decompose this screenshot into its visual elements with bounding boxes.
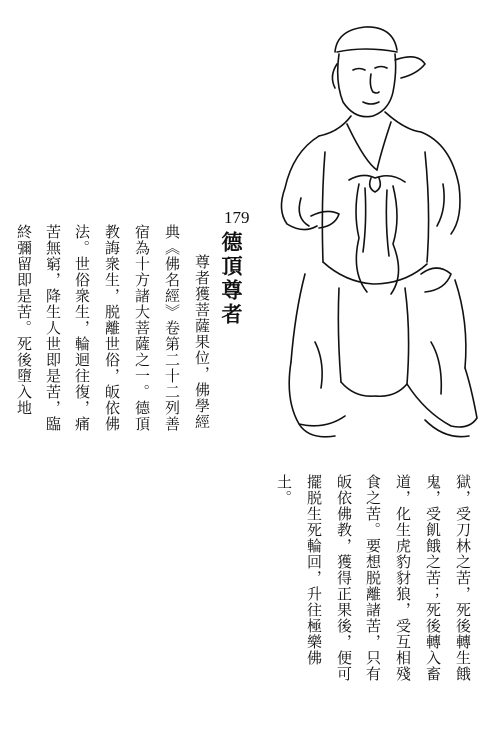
left-text-col-6: 苦無窮，降生人世即是苦，臨 [44, 224, 62, 432]
left-text-col-7: 終彌留即是苦。死後墮入地 [15, 224, 33, 416]
arhat-title: 德頂尊者 [219, 231, 244, 327]
right-text-col-6: 擺脱生死輪回，升往極樂佛 [305, 474, 323, 666]
right-text-col-1: 獄，受刀林之苦，死後轉生餓 [454, 474, 472, 682]
right-text-col-4: 食之苦。要想脱離諸苦，只有 [364, 474, 382, 682]
right-text-col-7: 土。 [275, 474, 293, 506]
right-text-col-2: 鬼，受飢餓之苦；死後轉入畜 [424, 474, 442, 682]
left-text-col-5: 法。世俗衆生，輪迴往復，痛 [73, 224, 91, 432]
left-text-col-4: 教誨衆生，脱離世俗，皈依佛 [103, 224, 121, 432]
left-text-col-1: 尊者獲菩薩果位，佛學經 [193, 254, 211, 430]
arhat-illustration [255, 12, 480, 452]
entry-number: 179 [224, 208, 250, 227]
left-text-col-3: 宿為十方諸大菩薩之一。德頂 [133, 224, 151, 432]
right-text-col-3: 道，化生虎豹豺狼，受互相殘 [394, 474, 412, 682]
right-text-col-5: 皈依佛教，獲得正果後，便可 [335, 474, 353, 682]
left-text-col-2: 典《佛名經》卷第二十二列善 [163, 224, 181, 432]
